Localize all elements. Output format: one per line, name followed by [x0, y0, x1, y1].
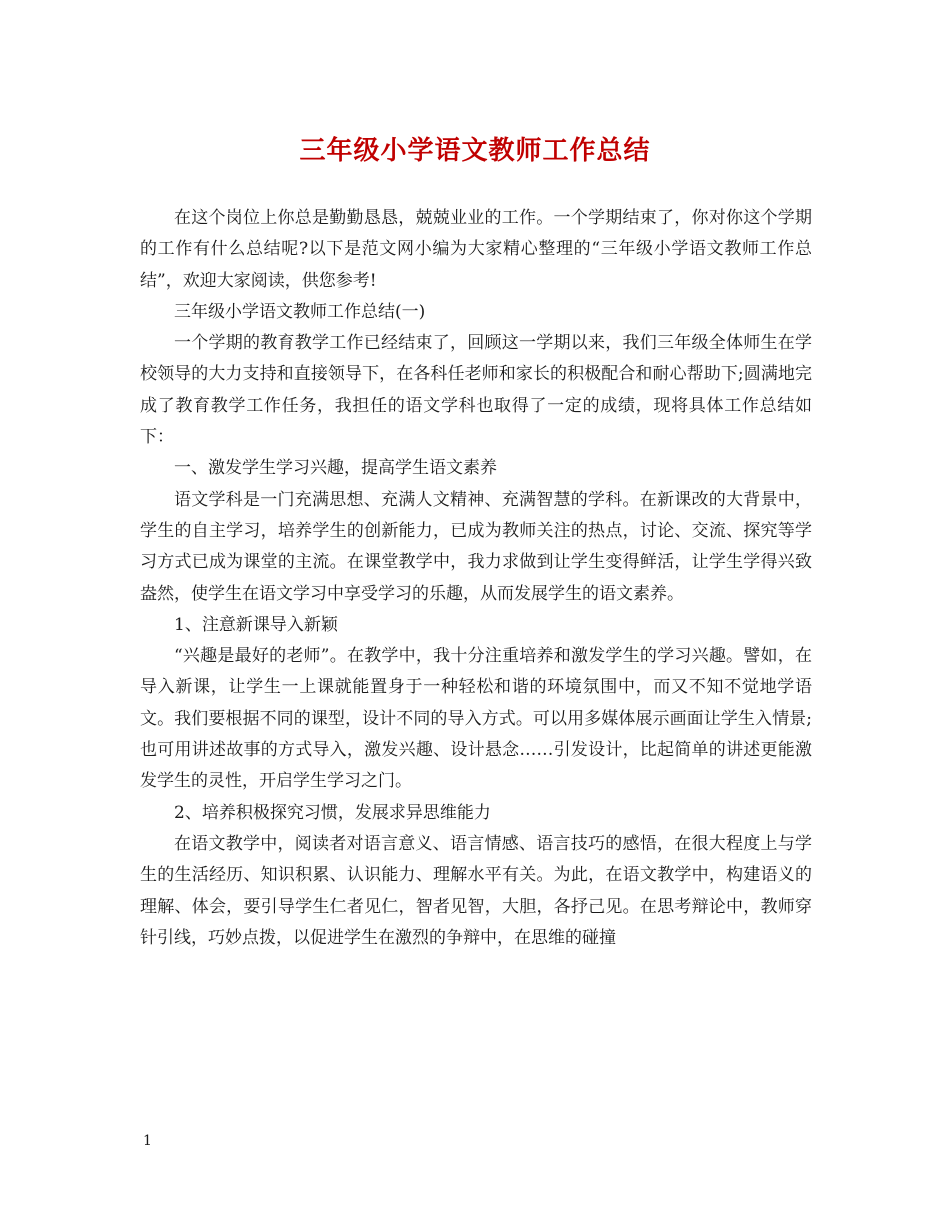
page-number: 1 [143, 1133, 152, 1149]
paragraph-intro: 在这个岗位上你总是勤勤恳恳，兢兢业业的工作。一个学期结束了，你对你这个学期的工作有什么总结呢?以下是范文网小编为大家精心整理的“三年级小学语文教师工作总结”，欢迎大家阅读，供您参考! [140, 208, 812, 291]
paragraph-reading: 在语文教学中，阅读者对语言意义、语言情感、语言技巧的感悟，在很大程度上与学生的生活经历、知识积累、认识能力、理解水平有关。为此，在语文教学中，构建语义的理解、体会，要引导学生仁者见仁，智者见智，大胆，各抒己见。在思考辩论中，教师穿针引线，巧妙点拨，以促进学生在激烈的争辩中，在思维的碰撞 [140, 833, 812, 948]
document-title: 三年级小学语文教师工作总结 [299, 136, 651, 166]
paragraph-heading-1: 1、注意新课导入新颖 [174, 614, 338, 635]
paragraph-interest: “兴趣是最好的老师”。在教学中，我十分注重培养和激发学生的学习兴趣。譬如，在导入新课，让学生一上课就能置身于一种轻松和谐的环境氛围中，而又不知不觉地学语文。我们要根据不同的课型，设计不同的导入方式。可以用多媒体展示画面让学生入情景;也可用讲述故事的方式导入，激发兴趣、设计悬念……引发设计，比起简单的讲述更能激发学生的灵性，开启学生学习之门。 [140, 646, 812, 792]
paragraph-subject: 语文学科是一门充满思想、充满人文精神、充满智慧的学科。在新课改的大背景中，学生的自主学习，培养学生的创新能力，已成为教师关注的热点，讨论、交流、探究等学习方式已成为课堂的主流。在课堂教学中，我力求做到让学生变得鲜活，让学生学得兴致盎然，使学生在语文学习中享受学习的乐趣，从而发展学生的语文素养。 [140, 489, 812, 604]
paragraph-heading-one: 一、激发学生学习兴趣，提高学生语文素养 [174, 458, 497, 479]
paragraph-overview: 一个学期的教育教学工作已经结束了，回顾这一学期以来，我们三年级全体师生在学校领导的大力支持和直接领导下，在各科任老师和家长的积极配合和耐心帮助下;圆满地完成了教育教学工作任务，我担任的语文学科也取得了一定的成绩，现将具体工作总结如下： [140, 333, 812, 448]
paragraph-section-heading: 三年级小学语文教师工作总结(一) [174, 301, 426, 322]
document-body [140, 203, 812, 954]
paragraph-heading-2: 2、培养积极探究习惯，发展求异思维能力 [174, 802, 491, 823]
